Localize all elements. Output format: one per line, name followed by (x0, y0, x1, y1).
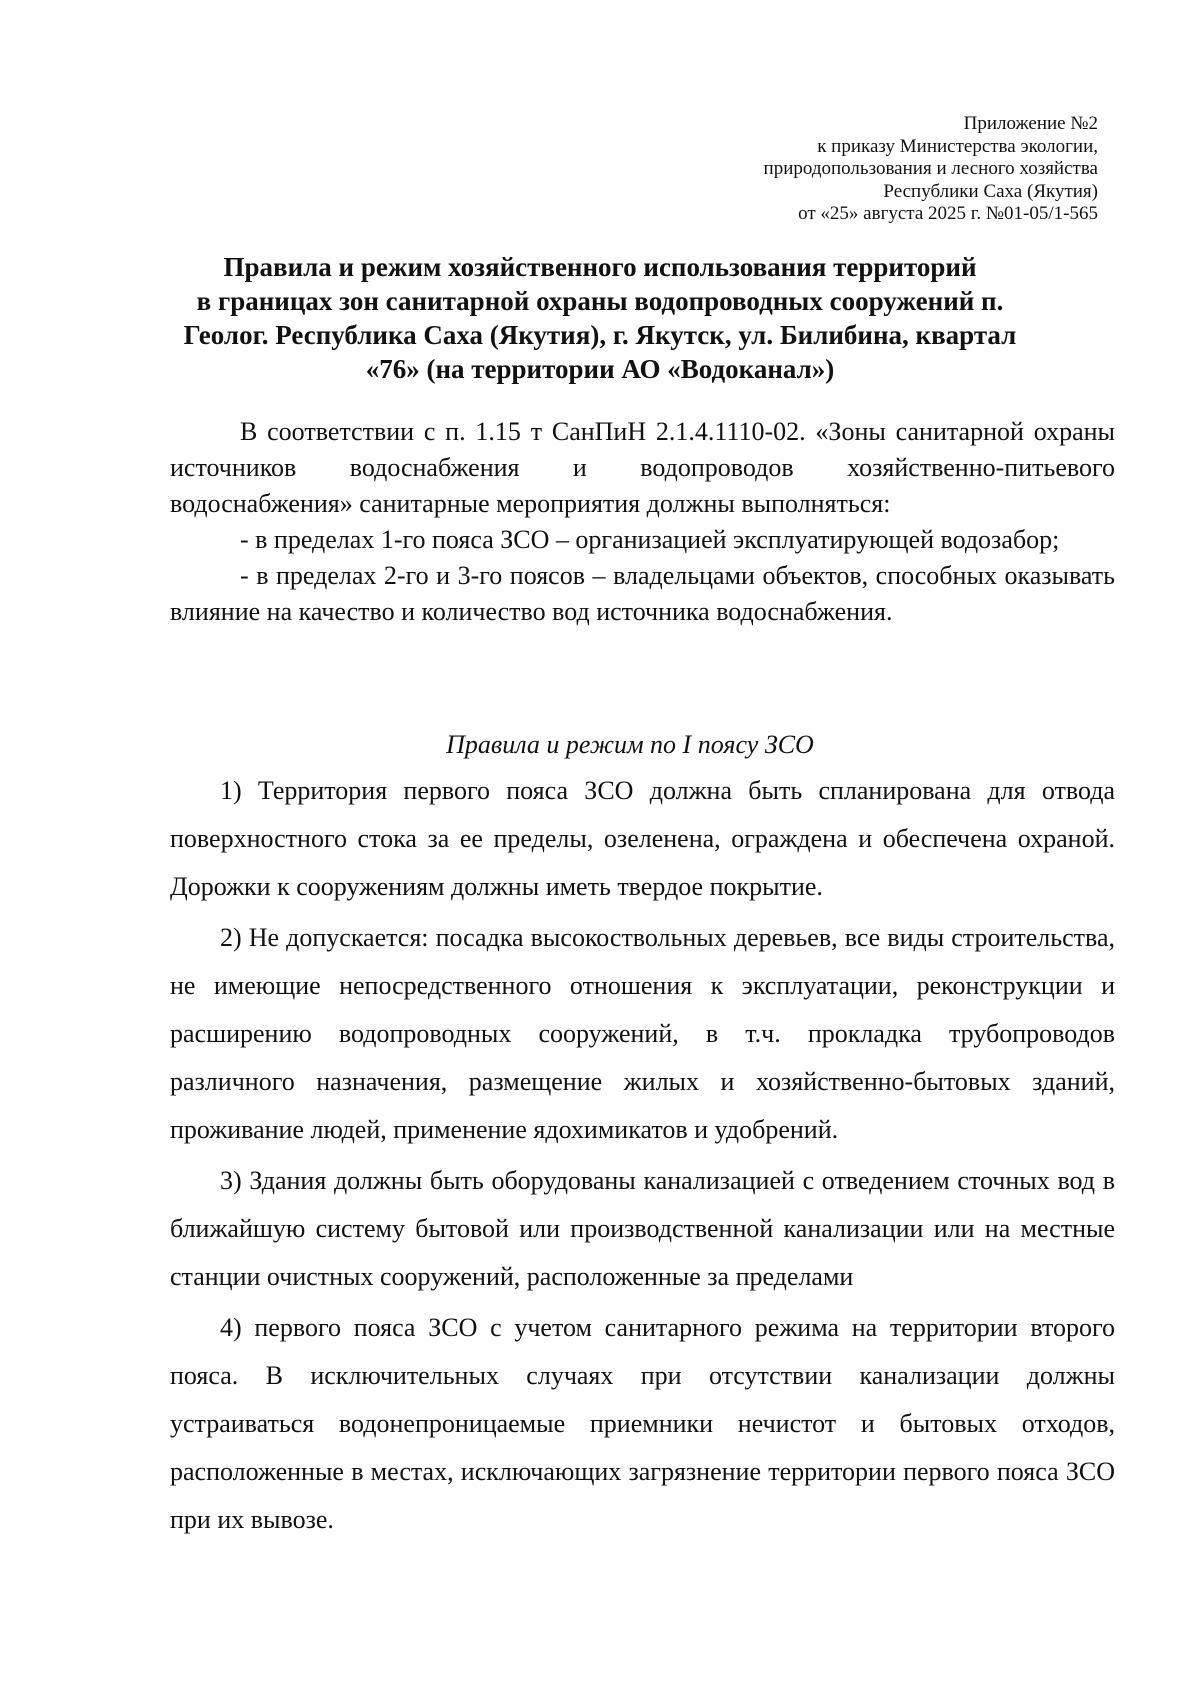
title-line: «76» (на территории АО «Водоканал») (365, 354, 835, 384)
appendix-line: Приложение №2 (963, 113, 1098, 134)
intro-block (170, 414, 1115, 630)
section-heading: Правила и режим по I поясу ЗСО (446, 730, 814, 759)
appendix-line: природопользования и лесного хозяйства (763, 158, 1098, 179)
title-line: Геолог. Республика Саха (Якутия), г. Якутск, ул. Билибина, квартал (183, 320, 1017, 350)
rules-list (170, 767, 1115, 1547)
document-title (150, 250, 1050, 386)
rule-item: 2) Не допускается: посадка высокоствольных деревьев, все виды строительства, не имеющие непосредственного отношения к эксплуатации, реконструкции и расширению водопроводных сооружений, в т.ч. прокладка трубопроводов различного назначения, размещение жилых и хозяйственно-бытовых зданий, проживание людей, применение ядохимикатов и удобрений. (170, 923, 1115, 1144)
rule-item: 1) Территория первого пояса ЗСО должна быть спланирована для отвода поверхностного стока за ее пределы, озеленена, ограждена и обеспечена охраной. Дорожки к сооружениям должны иметь твердое покрытие. (170, 776, 1115, 901)
title-line: в границах зон санитарной охраны водопроводных сооружений п. (196, 286, 1004, 316)
rule-item: 4) первого пояса ЗСО с учетом санитарного режима на территории второго пояса. В исключительных случаях при отсутствии канализации должны устраиваться водонепроницаемые приемники нечистот и бытовых отходов, расположенные в местах, исключающих загрязнение территории первого пояса ЗСО при их вывозе. (170, 1313, 1115, 1534)
intro-paragraph: - в пределах 1-го пояса ЗСО – организацией эксплуатирующей водозабор; (240, 525, 1060, 554)
title-line: Правила и режим хозяйственного использования территорий (223, 252, 977, 282)
intro-paragraph: - в пределах 2-го и 3-го поясов – владельцами объектов, способных оказывать влияние на качество и количество вод источника водоснабжения. (170, 561, 1115, 626)
rule-item: 3) Здания должны быть оборудованы канализацией с отведением сточных вод в ближайшую систему бытовой или производственной канализации или на местные станции очистных сооружений, расположенные за пределами (170, 1166, 1115, 1291)
appendix-line: к приказу Министерства экологии, (817, 135, 1098, 157)
appendix-line: Республики Саха (Якутия) (883, 180, 1098, 202)
intro-paragraph: В соответствии с п. 1.15 т СанПиН 2.1.4.1110-02. «Зоны санитарной охраны источников водоснабжения и водопроводов хозяйственно-питьевого водоснабжения» санитарные мероприятия должны выполняться: (170, 417, 1115, 518)
appendix-header (598, 113, 1098, 226)
appendix-line: от «25» августа 2025 г. №01-05/1-565 (798, 203, 1098, 224)
